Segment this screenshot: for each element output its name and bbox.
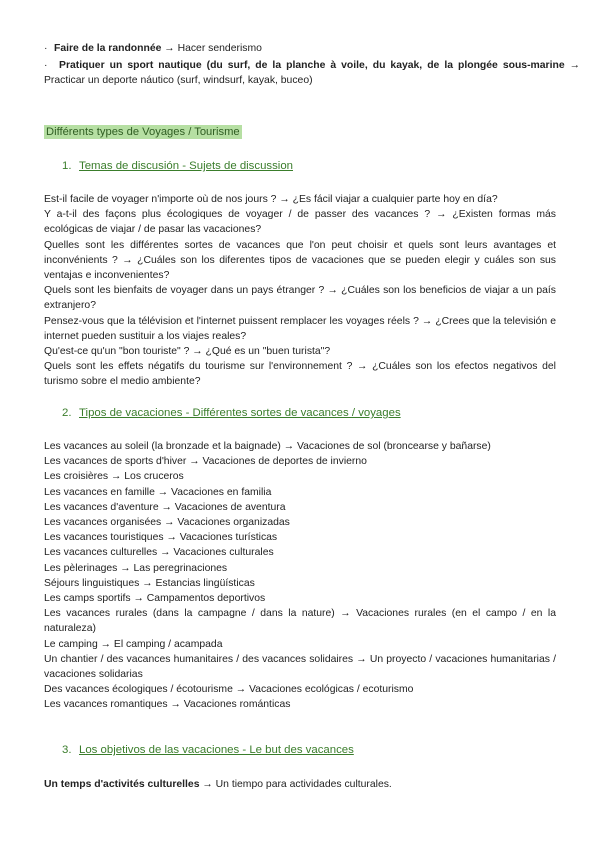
vacation-type-item: Les pèlerinages → Las peregrinaciones (44, 562, 228, 574)
question-item: Pensez-vous que la télévision et l'internet puissent remplacer les voyages réels ? → ¿Crees que la televisión e internet pueden sustituir a los viajes reales? (44, 315, 556, 342)
question-item: Qu'est-ce qu'un "bon touriste" ? → ¿Qué es un "buen turista"? (44, 346, 331, 358)
vacation-type-item: Les vacances culturelles → Vacaciones culturales (44, 547, 274, 559)
vacation-type-item: Les vacances d'aventure → Vacaciones de aventura (44, 501, 286, 513)
types-list (44, 439, 556, 713)
section-title: Différents types de Voyages / Tourisme (46, 126, 240, 138)
vacation-type-item: Les camps sportifs → Campamentos deportivos (44, 593, 266, 605)
heading-discussion-topics: 1. Temas de discusión - Sujets de discussion (62, 160, 293, 172)
question-item: Y a-t-il des façons plus écologiques de voyager / de passer des vacances ? → ¿Existen formas más ecológicas de viajar / de pasar las vacaciones? (44, 209, 556, 236)
objective-cultural: Un temps d'activités culturelles → Un tiempo para actividades culturales. (44, 779, 392, 790)
vacation-type-item: Les vacances en famille → Vacaciones en familia (44, 486, 272, 498)
intro-item-hiking: · Faire de la randonnée → Hacer senderismo (44, 43, 262, 54)
vacation-type-item: Les vacances rurales (dans la campagne / dans la nature) → Vacaciones rurales (en el campo / en la naturaleza) (44, 608, 556, 635)
vacation-type-item: Les vacances romantiques → Vacaciones románticas (44, 699, 291, 711)
questions-list (44, 192, 556, 390)
question-item: Est-il facile de voyager n'importe où de nos jours ? → ¿Es fácil viajar a cualquier parte hoy en día? (44, 194, 498, 205)
vacation-type-item: Un chantier / des vacances humanitaires / des vacances solidaires → Un proyecto / vacaciones humanitarias / vacaciones solidarias (44, 653, 556, 681)
intro-item-water-sport: · Pratiquer un sport nautique (du surf, de la planche à voile, du kayak, de la plongée sous-marine → Practicar un deporte náutico (surf, windsurf, kayak, buceo) (44, 60, 581, 87)
question-item: Quels sont les effets négatifs du tourisme sur l'environnement ? → ¿Cuáles son los efectos negativos del turismo sobre el medio ambiente? (44, 361, 556, 388)
question-item: Quelles sont les différentes sortes de vacances que l'on peut choisir et quels sont leurs avantages et inconvénients ? → ¿Cuáles son los diferentes tipos de vacaciones que se pueden elegir y cuáles son sus ventajas e inconvenientes? (44, 239, 556, 282)
vacation-type-item: Des vacances écologiques / écotourisme → Vacaciones ecológicas / ecoturismo (44, 684, 414, 696)
vacation-type-item: Les vacances organisées → Vacaciones organizadas (44, 517, 290, 529)
heading-vacation-objectives: 3. Los objetivos de las vacaciones - Le but des vacances (62, 744, 354, 756)
heading-vacation-types: 2. Tipos de vacaciones - Différentes sortes de vacances / voyages (62, 407, 401, 419)
vacation-type-item: Séjours linguistiques → Estancias lingüísticas (44, 577, 255, 589)
vacation-type-item: Les vacances de sports d'hiver → Vacaciones de deportes de invierno (44, 456, 367, 468)
vacation-type-item: Le camping → El camping / acampada (44, 638, 223, 650)
vacation-type-item: Les croisières → Los cruceros (44, 471, 184, 483)
question-item: Quels sont les bienfaits de voyager dans un pays étranger ? → ¿Cuáles son los beneficios de viajar a un país extranjero? (44, 285, 556, 312)
vacation-type-item: Les vacances au soleil (la bronzade et la baignade) → Vacaciones de sol (broncearse y bañarse) (44, 441, 491, 452)
vacation-type-item: Les vacances touristiques → Vacaciones turísticas (44, 532, 278, 544)
